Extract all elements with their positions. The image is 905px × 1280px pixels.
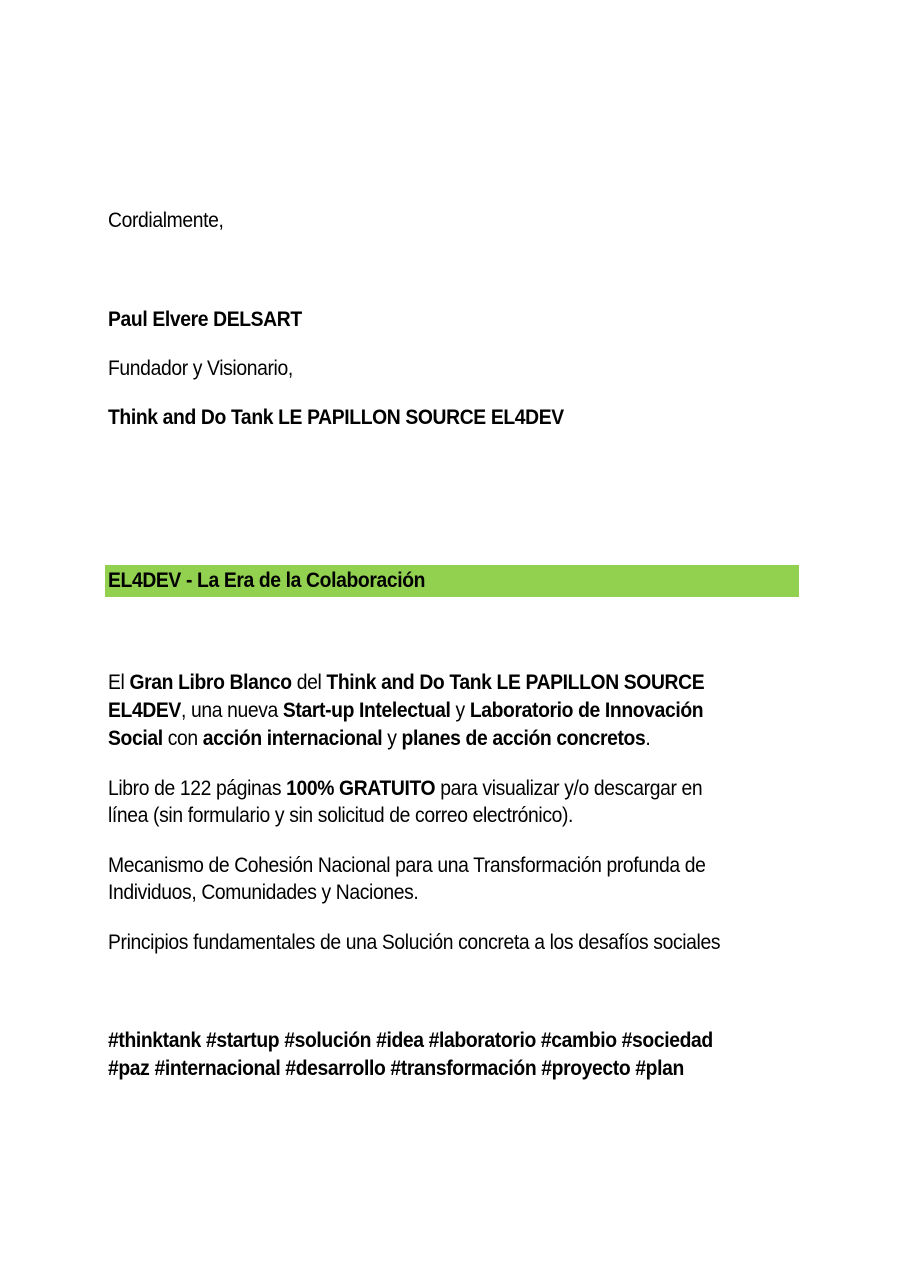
org-name: Think and Do Tank LE PAPILLON SOURCE bbox=[326, 671, 705, 694]
book-line-1: Libro de 122 páginas 100% GRATUITO para visualizar y/o descargar en bbox=[108, 777, 703, 800]
free-badge-text: 100% GRATUITO bbox=[286, 777, 436, 800]
signer-organization: Think and Do Tank LE PAPILLON SOURCE EL4DEV bbox=[108, 406, 564, 429]
principles-paragraph: Principios fundamentales de una Solución concreta a los desafíos sociales bbox=[108, 931, 721, 954]
intro-line-1: El Gran Libro Blanco del Think and Do Tank LE PAPILLON SOURCE bbox=[108, 671, 705, 694]
signer-name: Paul Elvere DELSART bbox=[108, 308, 302, 331]
section-banner bbox=[105, 565, 799, 597]
closing-text: Cordialmente, bbox=[108, 209, 224, 232]
mechanism-line-2: Individuos, Comunidades y Naciones. bbox=[108, 881, 419, 904]
mechanism-line-1: Mecanismo de Cohesión Nacional para una Transformación profunda de bbox=[108, 854, 706, 877]
hashtags-line-1: #thinktank #startup #solución #idea #laboratorio #cambio #sociedad bbox=[108, 1029, 713, 1052]
intro-line-3: Social con acción internacional y planes de acción concretos. bbox=[108, 727, 651, 750]
intro-line-2: EL4DEV, una nueva Start-up Intelectual y Laboratorio de Innovación bbox=[108, 699, 704, 722]
hashtags-line-2: #paz #internacional #desarrollo #transformación #proyecto #plan bbox=[108, 1057, 684, 1080]
banner-title: EL4DEV - La Era de la Colaboración bbox=[108, 569, 426, 592]
book-title: Gran Libro Blanco bbox=[129, 671, 292, 694]
signer-role: Fundador y Visionario, bbox=[108, 357, 293, 380]
book-line-2: línea (sin formulario y sin solicitud de correo electrónico). bbox=[108, 804, 574, 827]
